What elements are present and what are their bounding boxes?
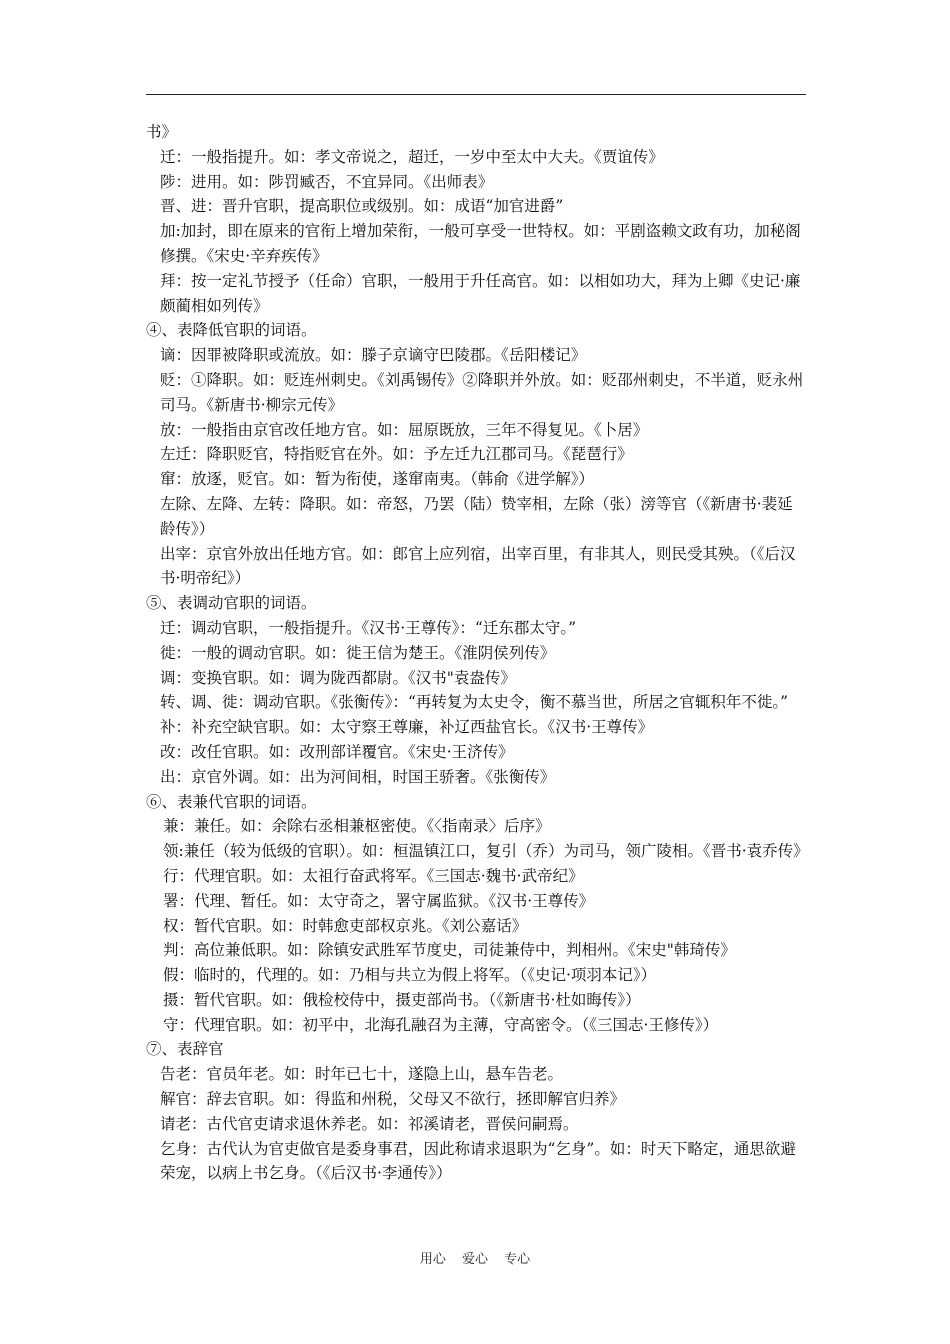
text-line: 判：高位兼低职。如：除镇安武胜军节度史，司徒兼侍中，判相州。《宋史"韩琦传》 [163, 941, 736, 960]
text-line: 摄：暂代官职。如：俄检校侍中，摄吏部尚书。（《新唐书·杜如晦传》） [163, 990, 641, 1009]
document-body [146, 120, 808, 1186]
text-paragraph: 乞身：古代认为官吏做官是委身事君，因此称请求退职为“乞身”。如：时天下略定，通思欲避荣宠，以病上书乞身。（《后汉书·李通传》） [160, 1139, 796, 1183]
text-paragraph: 贬：①降职。如：贬连州刺史。《刘禹锡传》②降职并外放。如：贬邵州刺史，不半道，贬永州司马。《新唐书·柳宗元传》 [160, 370, 804, 414]
text-line: 解官：辞去官职。如：得监和州税，父母又不欲行，拯即解官归养》 [160, 1090, 626, 1109]
text-line: 出：京官外调。如：出为河间相，时国王骄奢。《张衡传》 [160, 767, 556, 786]
text-line: 陟：进用。如：陟罚臧否，不宜异同。《出师表》 [160, 172, 494, 191]
text-line: 书》 [146, 123, 178, 141]
text-line: 领:兼任（较为低级的官职）。如：桓温镇江口，复引（乔）为司马，领广陵相。《晋书·袁乔传》 [163, 842, 809, 861]
text-line: 左迁：降职贬官，特指贬官在外。如：予左迁九江郡司马。《琵琶行》 [160, 445, 633, 464]
text-line: 放：一般指由京官改任地方官。如：屈原既放，三年不得复见。《卜居》 [160, 420, 649, 439]
text-line: 行：代理官职。如：太祖行奋武将军。《三国志·魏书·武帝纪》 [163, 866, 584, 885]
page-footer: 用心 爱心 专心 [419, 1252, 531, 1267]
text-line: 告老：官员年老。如：时年已七十，遂隐上山，悬车告老。 [160, 1065, 564, 1084]
text-line: 兼：兼任。如：余除右丞相兼枢密使。《〈指南录〉后序》 [163, 817, 551, 836]
text-line: 徙：一般的调动官职。如：徙王信为楚王。《淮阴侯列传》 [160, 643, 556, 662]
text-line: 署：代理、暂任。如：太守奇之，署守属监狱。《汉书·王尊传》 [163, 891, 595, 910]
text-paragraph: 拜：按一定礼节授予（任命）官职，一般用于升任高官。如：以相如功大，拜为上卿《史记·廉颇蔺相如列传》 [160, 271, 801, 315]
text-paragraph: 出宰：京官外放出任地方官。如：郎官上应列宿，出宰百里，有非其人，则民受其殃。（《后汉书·明帝纪》） [160, 544, 796, 588]
text-line: 请老：古代官吏请求退休养老。如：祁溪请老，晋侯问嗣焉。 [160, 1114, 579, 1133]
text-line: 调：变换官职。如：调为陇西都尉。《汉书"袁盎传》 [160, 668, 516, 687]
text-line: 权：暂代官职。如：时韩愈吏部权京兆。《刘公嘉话》 [163, 916, 528, 935]
section-heading: ⑤、表调动官职的词语。 [146, 594, 317, 613]
text-paragraph: 转、调、徙：调动官职。《张衡传》：“再转复为太史令，衡不慕当世，所居之官辄积年不徙。” [160, 693, 789, 712]
header-rule [146, 94, 806, 95]
text-line: 假：临时的，代理的。如：乃相与共立为假上将军。（《史记·项羽本记》） [163, 966, 657, 985]
text-line: 窜：放逐，贬官。如：暂为衔使，遂窜南夷。（韩俞《进学解》） [160, 470, 595, 489]
text-paragraph: 加:加封，即在原来的官衔上增加荣衔，一般可享受一世特权。如：平剧盗赖文政有功，加秘阁修撰。《宋史·辛弃疾传》 [160, 222, 801, 265]
text-paragraph: 左除、左降、左转：降职。如：帝怒，乃罢（陆）贽宰相，左除（张）滂等官（《新唐书·裴延龄传》） [160, 494, 793, 538]
text-line: 迁：调动官职，一般指提升。《汉书·王尊传》：“迁东郡太守。” [160, 618, 577, 637]
text-line: 改：改任官职。如：改刑部详覆官。《宋史·王济传》 [160, 742, 514, 761]
section-heading: ⑥、表兼代官职的词语。 [146, 792, 317, 811]
text-line: 晋、进：晋升官职，提高职位或级别。如：成语“加官进爵” [160, 197, 564, 216]
text-line: 谪：因罪被降职或流放。如：滕子京谪守巴陵郡。《岳阳楼记》 [160, 346, 587, 365]
text-line: 守：代理官职。如：初平中，北海孔融召为主薄，守高密令。（《三国志·王修传》） [163, 1015, 719, 1034]
text-line: 迁：一般指提升。如：孝文帝说之，超迁，一岁中至太中大夫。《贾谊传》 [160, 147, 664, 166]
section-heading: ⑦、表辞官 [146, 1040, 224, 1059]
section-heading: ④、表降低官职的词语。 [146, 321, 317, 340]
text-line: 补：补充空缺官职。如：太守察王尊廉，补辽西盐官长。《汉书·王尊传》 [160, 718, 654, 737]
